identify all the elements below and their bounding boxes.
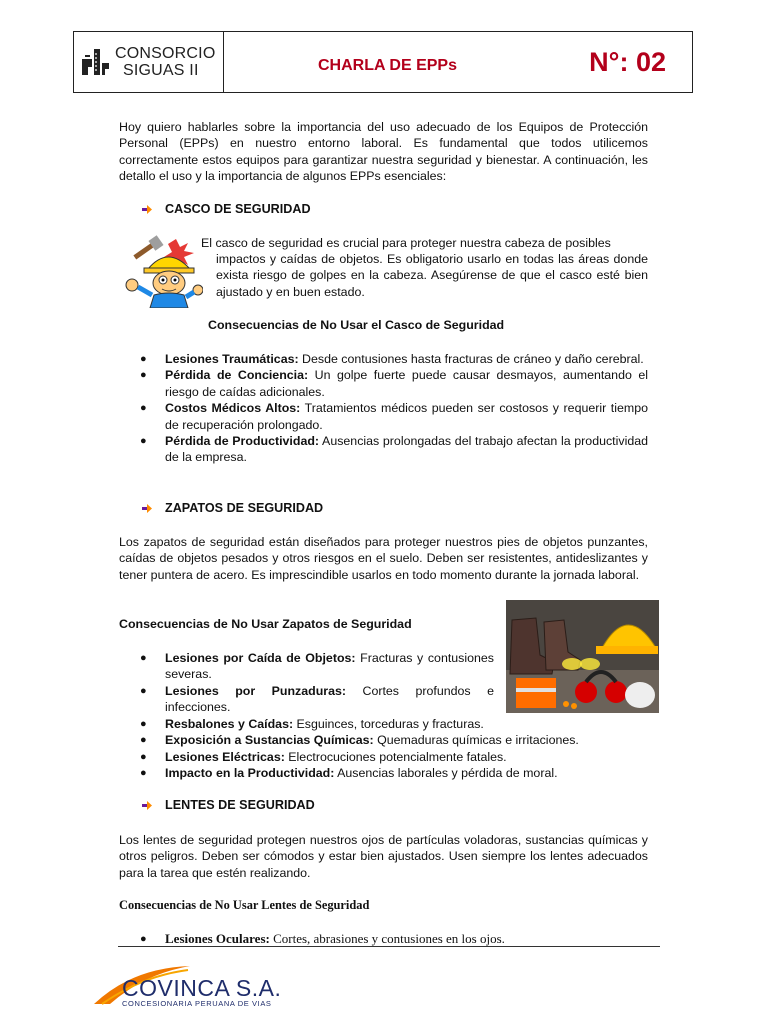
item-text: Un golpe fuerte puede causar desmayos, aumentando el riesgo de caídas adicionales. <box>165 368 648 399</box>
ppe-equipment-image <box>506 600 659 713</box>
item-text: Desde contusiones hasta fracturas de cráneo y daño cerebral. <box>298 352 644 366</box>
footer-tagline: CONCESIONARIA PERUANA DE VIAS <box>122 999 272 1008</box>
document-number: N°: 02 <box>589 46 666 77</box>
document-title: CHARLA DE EPPs <box>318 57 457 74</box>
company-name-line2: SIGUAS II <box>123 62 199 79</box>
arrow-bullet-icon <box>142 800 153 811</box>
bullet-dot-icon: ● <box>140 734 147 747</box>
helmet-consequences-list <box>119 351 648 466</box>
item-text: Electrocuciones potencialmente fatales. <box>284 749 507 764</box>
bullet-dot-icon: ● <box>140 353 147 365</box>
list-item <box>119 351 648 367</box>
item-label: Exposición a Sustancias Químicas: <box>165 733 374 748</box>
helmet-paragraph-line1: El casco de seguridad es crucial para proteger nuestra cabeza de posibles <box>201 236 611 250</box>
bullet-dot-icon: ● <box>140 933 147 945</box>
list-item <box>119 433 648 466</box>
item-text: Ausencias laborales y pérdida de moral. <box>334 766 558 781</box>
company-logo <box>74 32 224 92</box>
item-label: Lesiones por Caída de Objetos: <box>165 651 356 665</box>
item-label: Costos Médicos Altos: <box>165 401 301 416</box>
list-item <box>119 650 494 683</box>
item-label: Pérdida de Productividad: <box>165 434 320 449</box>
arrow-bullet-icon <box>142 204 153 215</box>
list-item <box>119 765 648 781</box>
bullet-dot-icon: ● <box>140 402 147 415</box>
helmet-illustration <box>118 235 203 308</box>
helmet-consequences-title: Consecuencias de No Usar el Casco de Seguridad <box>208 318 505 332</box>
section-heading-shoes <box>142 501 323 515</box>
item-label: Pérdida de Conciencia: <box>165 368 309 383</box>
shoes-consequences-list-top <box>119 650 494 716</box>
item-label: Impacto en la Productividad: <box>165 766 335 781</box>
item-label: Lesiones Eléctricas: <box>165 749 285 764</box>
footer-divider <box>118 946 660 947</box>
section-heading-helmet <box>142 202 311 216</box>
item-label: Resbalones y Caídas: <box>165 717 294 731</box>
shoes-heading-text: ZAPATOS DE SEGURIDAD <box>165 501 324 515</box>
item-text: Fracturas y contusiones severas. <box>165 651 494 682</box>
item-label: Lesiones Oculares: <box>165 931 270 946</box>
glasses-paragraph: Los lentes de seguridad protegen nuestros ojos de partículas voladoras, sustancias químicas y otros peligros. Deben ser cómodos y estar bien ajustados. Usen siempre los lentes adecuados para la tarea que estén realizando. <box>119 833 648 880</box>
shoes-consequences-list-bottom <box>119 716 648 782</box>
section-heading-glasses <box>142 798 315 812</box>
item-label: Lesiones por Punzaduras: <box>165 683 347 698</box>
shoes-consequences-title: Consecuencias de No Usar Zapatos de Seguridad <box>119 617 412 631</box>
bullet-dot-icon: ● <box>140 435 147 448</box>
bullet-dot-icon: ● <box>140 684 147 697</box>
item-label: Lesiones Traumáticas: <box>165 352 299 366</box>
consorcio-logo-icon <box>78 45 112 79</box>
item-text: Esguinces, torceduras y fracturas. <box>293 717 484 731</box>
bullet-dot-icon: ● <box>140 767 147 780</box>
bullet-dot-icon: ● <box>140 718 147 730</box>
list-item <box>119 732 648 748</box>
document-header <box>73 31 693 93</box>
arrow-bullet-icon <box>142 503 153 514</box>
glasses-heading-text: LENTES DE SEGURIDAD <box>165 798 315 812</box>
item-text: Ausencias prolongadas del trabajo afectan la productividad de la empresa. <box>165 434 648 465</box>
list-item <box>119 749 648 765</box>
intro-paragraph: Hoy quiero hablarles sobre la importancia del uso adecuado de los Equipos de Protección Personal (EPPs) en nuestro entorno laboral. Es fundamental que todos utilicemos correctamente estos equipos para garantizar nuestra seguridad y bienestar. A continuación, les detallo el uso y la importancia de algunos EPPs esenciales: <box>119 120 648 184</box>
bullet-dot-icon: ● <box>140 369 147 382</box>
item-text: Cortes profundos e infecciones. <box>165 683 494 715</box>
item-text: Quemaduras químicas e irritaciones. <box>373 733 579 748</box>
company-name-line1: CONSORCIO <box>115 45 216 62</box>
helmet-paragraph-rest: impactos y caídas de objetos. Es obligatorio usarlo en todas las áreas donde exista riesgo de golpes en la cabeza. Asegúrense de que el casco esté bien ajustado y en buen estado. <box>216 252 648 299</box>
bullet-dot-icon: ● <box>140 652 147 664</box>
list-item <box>119 367 648 400</box>
ppe-equipment-photo <box>506 600 659 713</box>
list-item <box>119 400 648 433</box>
list-item <box>119 716 648 732</box>
helmet-heading-text: CASCO DE SEGURIDAD <box>165 202 311 216</box>
list-item <box>119 931 648 947</box>
item-text: Cortes, abrasiones y contusiones en los ojos. <box>269 931 505 946</box>
shoes-paragraph: Los zapatos de seguridad están diseñados para proteger nuestros pies de objetos punzantes, caídas de objetos pesados y otros riesgos en el suelo. Deben ser resistentes, antideslizantes y tener puntera de acero. Es imprescindible usarlos en todo momento durante la jornada laboral. <box>119 535 648 582</box>
item-text: Tratamientos médicos pueden ser costosos y requerir tiempo de recuperación prolongado. <box>165 401 648 432</box>
cartoon-helmet-image <box>118 235 203 308</box>
bullet-dot-icon: ● <box>140 750 147 763</box>
glasses-consequences-title: Consecuencias de No Usar Lentes de Seguridad <box>119 898 370 912</box>
glasses-consequences-list <box>119 931 648 947</box>
list-item <box>119 683 494 716</box>
footer-company-name: COVINCA S.A. <box>122 975 282 1001</box>
